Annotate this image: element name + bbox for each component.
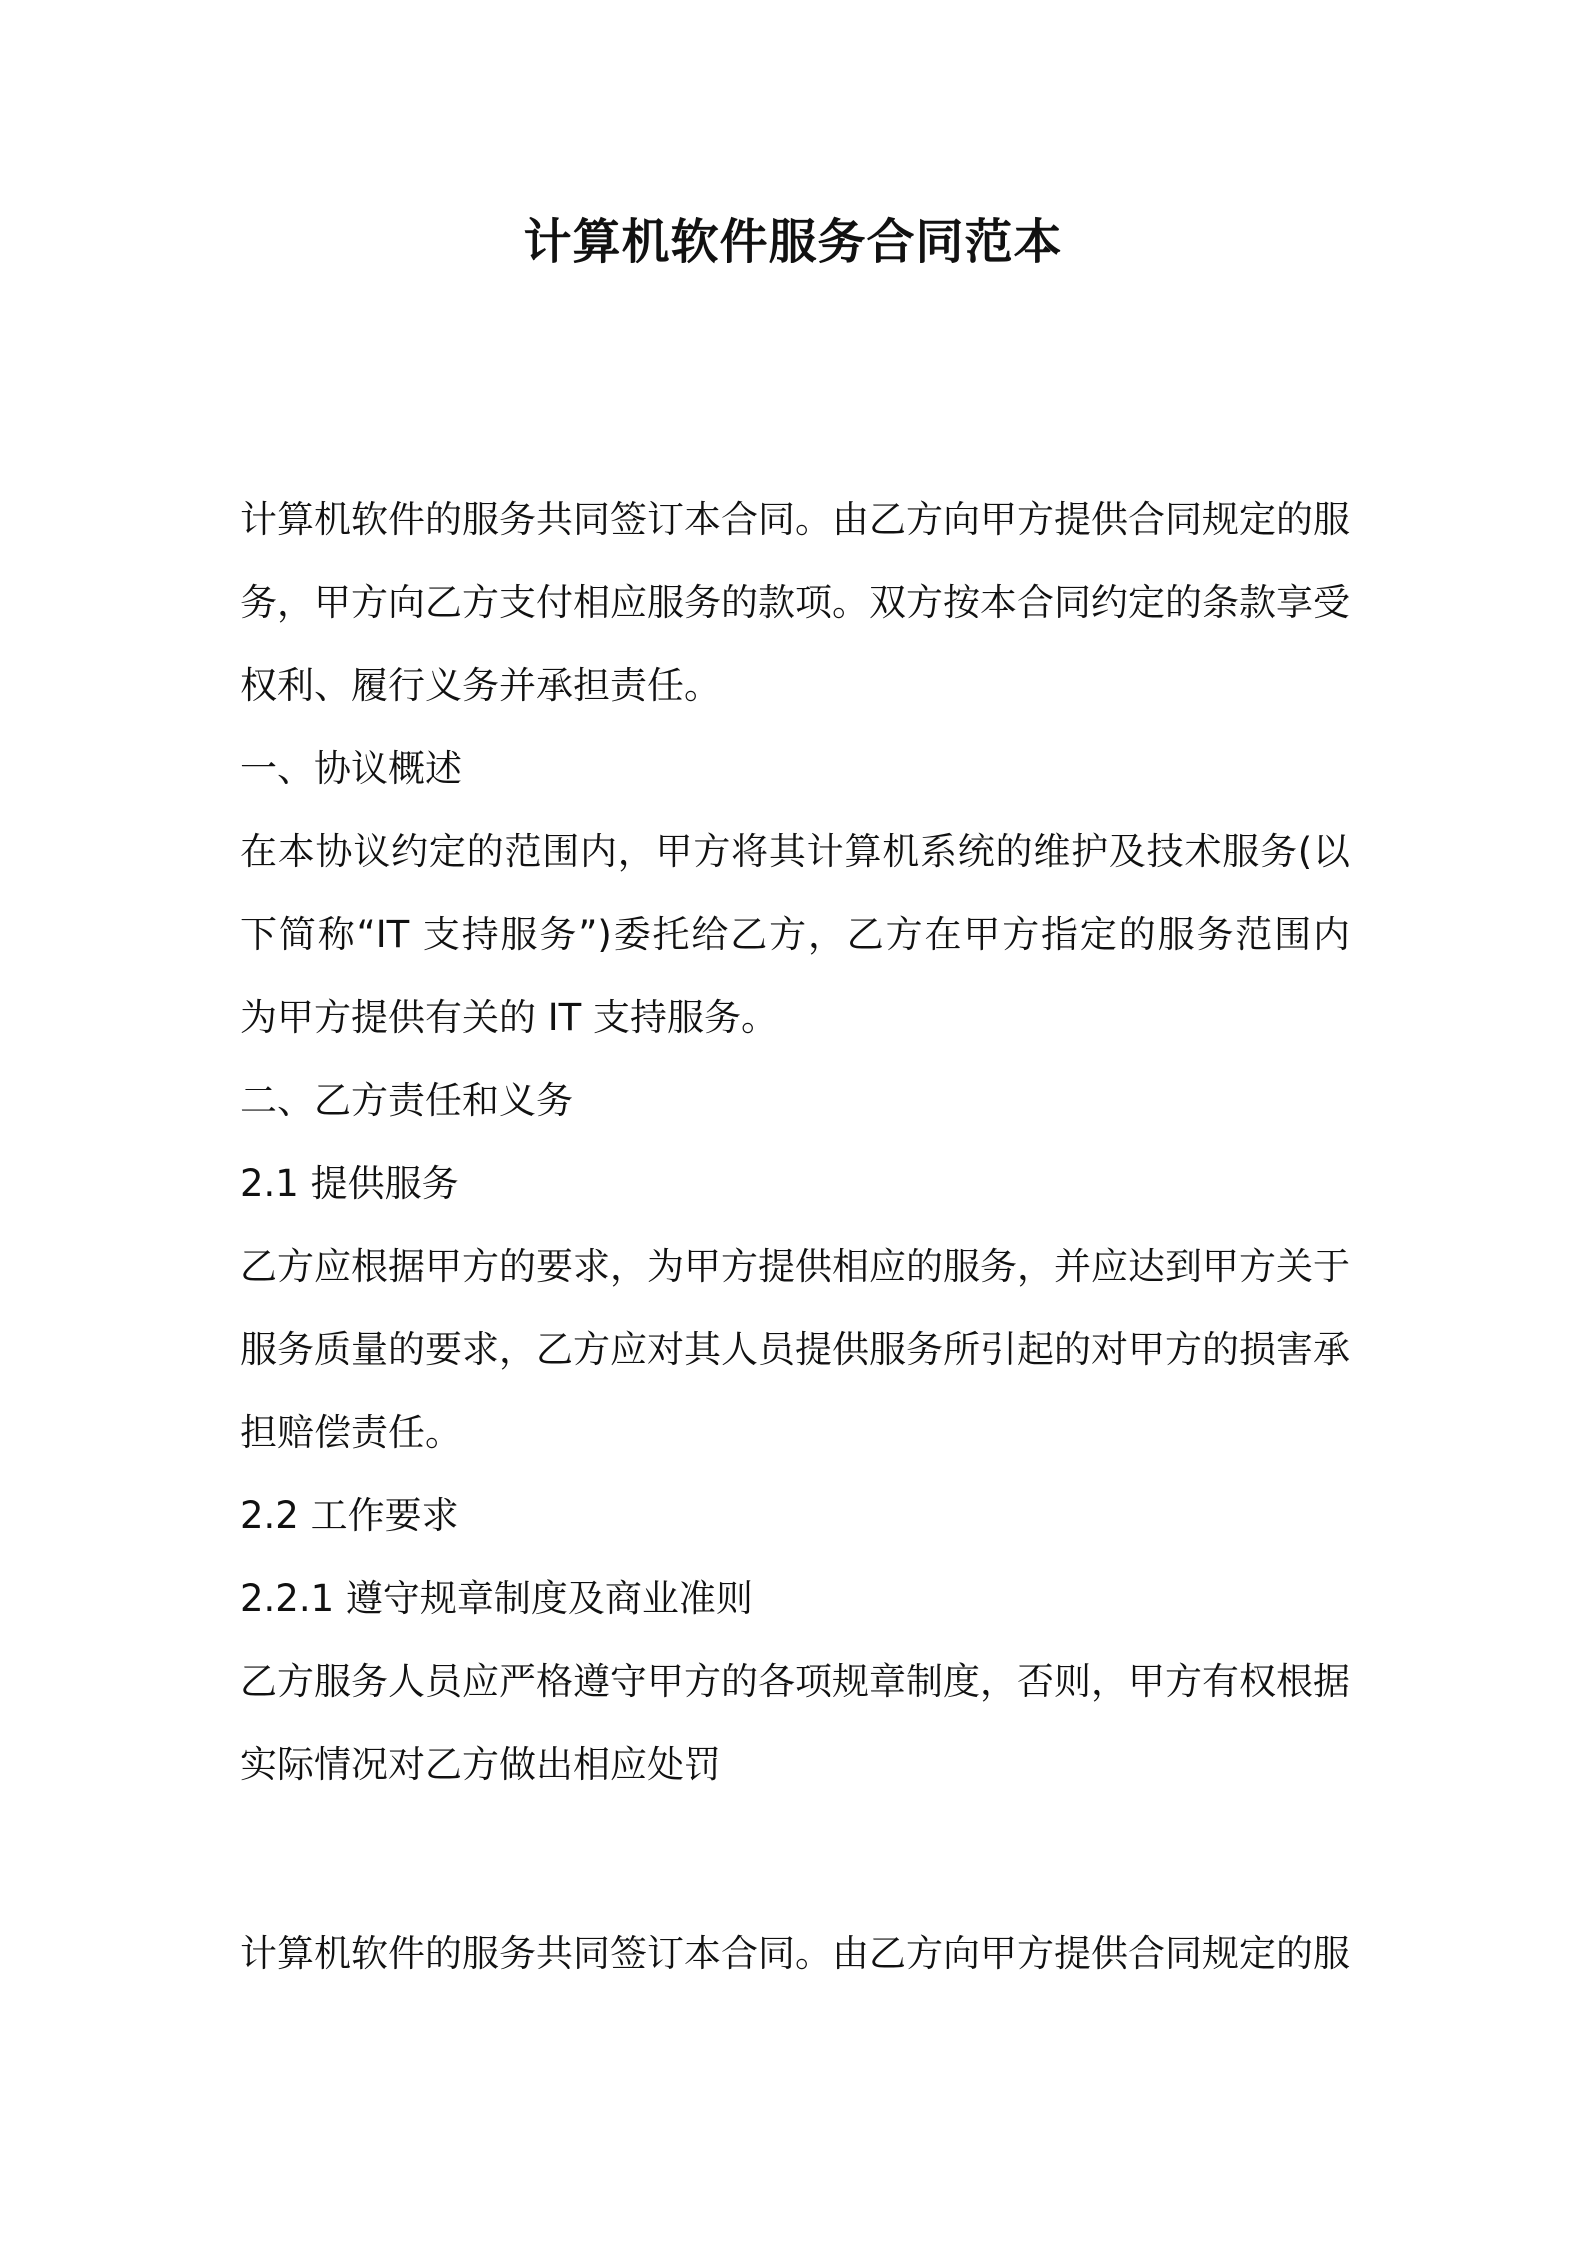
paragraph-line: 权利、履行义务并承担责任。	[240, 664, 721, 707]
subsection-heading: 2.1 提供服务	[240, 1162, 459, 1205]
paragraph-line: 计算机软件的服务共同签订本合同。由乙方向甲方提供合同规定的服	[240, 1932, 1350, 1975]
paragraph-line: 在本协议约定的范围内，甲方将其计算机系统的维护及技术服务(以	[240, 830, 1350, 873]
section-heading: 二、乙方责任和义务	[240, 1079, 573, 1122]
paragraph-line: 乙方应根据甲方的要求，为甲方提供相应的服务，并应达到甲方关于	[240, 1245, 1350, 1288]
subsection-heading: 2.2 工作要求	[240, 1494, 459, 1537]
paragraph-line: 下简称“IT 支持服务”)委托给乙方，乙方在甲方指定的服务范围内	[240, 913, 1350, 956]
paragraph-line: 实际情况对乙方做出相应处罚	[240, 1743, 721, 1786]
subsection-heading: 2.2.1 遵守规章制度及商业准则	[240, 1577, 753, 1620]
paragraph-line: 务，甲方向乙方支付相应服务的款项。双方按本合同约定的条款享受	[240, 581, 1350, 624]
paragraph-line: 乙方服务人员应严格遵守甲方的各项规章制度，否则，甲方有权根据	[240, 1660, 1350, 1703]
paragraph-line: 担赔偿责任。	[240, 1411, 462, 1454]
document-body	[240, 478, 1350, 1806]
document-title: 计算机软件服务合同范本	[523, 214, 1063, 270]
document-trailing-text	[240, 1912, 1350, 1995]
section-heading: 一、协议概述	[240, 747, 462, 790]
paragraph-line: 为甲方提供有关的 IT 支持服务。	[240, 996, 779, 1039]
paragraph-line: 服务质量的要求，乙方应对其人员提供服务所引起的对甲方的损害承	[240, 1328, 1350, 1371]
paragraph-line: 计算机软件的服务共同签订本合同。由乙方向甲方提供合同规定的服	[240, 498, 1350, 541]
